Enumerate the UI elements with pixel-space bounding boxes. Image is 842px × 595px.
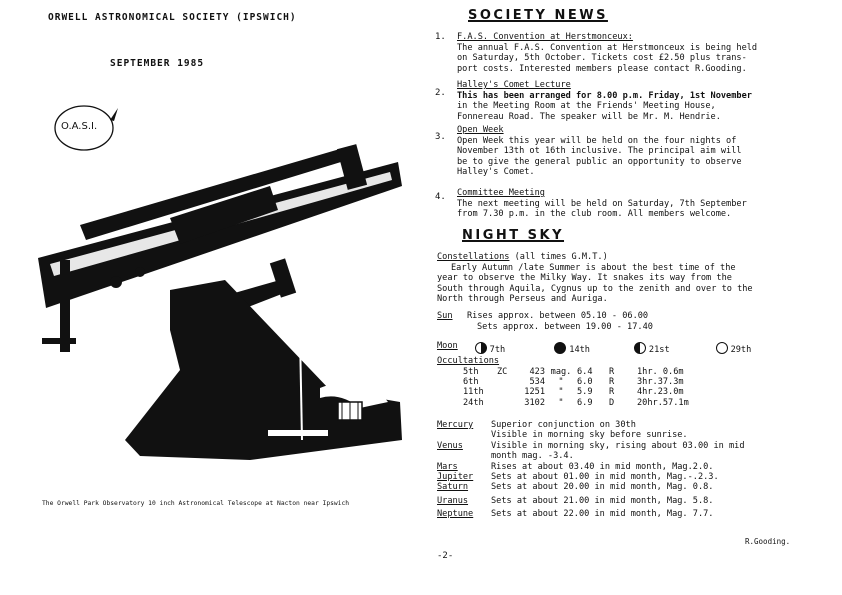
occ-type: R (609, 387, 615, 398)
planet-name: Uranus (437, 495, 469, 506)
constellation-line: Early Autumn /late Summer is about the best time of the (451, 262, 736, 273)
telescope-illustration (20, 140, 420, 490)
occ-date: 11th (463, 387, 484, 398)
occ-date: 5th (463, 366, 479, 377)
table-row (437, 472, 745, 482)
occ-star: 534 (529, 377, 545, 387)
full-moon-icon (554, 342, 566, 354)
news-item-line: November 13th ot 16th inclusive. The principal aim will (457, 146, 742, 157)
page-number: -2- (437, 551, 454, 561)
table-row (437, 493, 745, 506)
table-row (463, 367, 693, 377)
society-name: ORWELL ASTRONOMICAL SOCIETY (IPSWICH) (48, 12, 297, 23)
occ-date: 6th (463, 377, 479, 387)
occ-mag: 6.4 (577, 366, 593, 377)
constellation-line: year to observe the Milky Way. It snakes its way from the (437, 273, 732, 284)
occ-mag: 6.0 (577, 377, 593, 387)
news-item-heading: Committee Meeting (457, 188, 545, 198)
occultations-label: Occultations (437, 356, 500, 366)
planet-name: Mars (437, 461, 458, 472)
constellations-label: Constellations (437, 252, 510, 262)
sun-set: Sets approx. between 19.00 - 17.40 (477, 321, 653, 332)
occ-type: R (609, 377, 615, 387)
occ-catalog (497, 377, 519, 387)
news-item-heading: F.A.S. Convention at Herstmonceux: (457, 32, 633, 42)
news-item-line: The next meeting will be held on Saturday, 7th September (457, 198, 747, 209)
news-item-line: Open Week this year will be held on the four nights of (457, 135, 737, 146)
occ-star: 3102 (524, 397, 545, 408)
moon-phase (554, 337, 624, 356)
planet-info: month mag. -3.4. (491, 451, 574, 462)
planet-info: Superior conjunction on 30th (491, 420, 636, 430)
news-item-number: 2. (435, 88, 446, 98)
planet-name: Saturn (437, 482, 469, 493)
occultations-section (437, 356, 693, 408)
planet-info: Rises at about 03.40 in mid month, Mag.2.0. (491, 461, 714, 472)
occ-star: 423 (529, 366, 545, 377)
news-item-line: be to give the general public an opportunity to observe (457, 156, 742, 167)
news-item-number: 3. (435, 132, 446, 142)
planet-info: Sets at about 22.00 in mid month, Mag. 7.7. (491, 509, 714, 520)
constellation-line: North through Perseus and Auriga. (437, 294, 608, 305)
occ-mag: 5.9 (577, 387, 593, 398)
logo-text: O.A.S.I. (61, 121, 98, 132)
news-item-heading: Halley's Comet Lecture (457, 80, 571, 90)
planet-info: Visible in morning sky, rising about 03.00 in mid (491, 440, 745, 451)
sun-rise: Rises approx. between 05.10 - 06.00 (467, 311, 649, 321)
occ-time: 1hr. 0.6m (637, 366, 684, 377)
occ-mag-label: " (558, 397, 564, 408)
news-item-line: Halley's Comet. (457, 167, 535, 178)
table-row (463, 398, 693, 408)
planet-name: Mercury (437, 420, 474, 430)
sun-section (437, 311, 653, 332)
news-item-number: 1. (435, 32, 446, 42)
occ-catalog (497, 398, 519, 408)
moon-section (437, 336, 752, 355)
moon-phase-date: 21st (648, 345, 670, 355)
news-item-line: port costs. Interested members please contact R.Gooding. (457, 63, 747, 74)
occultations-table (463, 367, 693, 409)
planet-info: Sets at about 01.00 in mid month, Mag.-.2.3. (491, 472, 719, 483)
news-item-number: 4. (435, 192, 446, 202)
occ-date: 24th (463, 397, 484, 408)
occ-mag-label: " (558, 377, 564, 387)
planet-name: Jupiter (437, 472, 474, 483)
occ-mag: 6.9 (577, 397, 593, 408)
issue-date: SEPTEMBER 1985 (110, 58, 205, 69)
sun-label: Sun (437, 311, 453, 321)
news-item-line: in the Meeting Room at the Friends' Meeting House, (457, 101, 716, 112)
occ-mag-label: " (558, 387, 564, 398)
table-row (437, 506, 745, 519)
occ-star: 1251 (524, 387, 545, 398)
planet-name: Venus (437, 440, 463, 451)
moon-phase (634, 337, 706, 356)
planet-info: Visible in morning sky before sunrise. (491, 430, 688, 441)
moon-phase-date: 29th (730, 345, 752, 355)
occ-catalog: ZC (497, 366, 508, 377)
moon-phase-date: 14th (569, 345, 590, 355)
news-item-line: on Saturday, 5th October. Tickets cost £2.50 plus trans- (457, 53, 747, 64)
table-row (437, 482, 745, 492)
time-note: (all times G.M.T.) (514, 252, 608, 262)
planets-section (437, 420, 745, 520)
planet-info: Sets at about 21.00 in mid month, Mag. 5.8. (491, 495, 714, 506)
occ-time: 3hr.37.3m (637, 377, 684, 387)
constellations-section (437, 252, 753, 305)
night-sky-title: NIGHT SKY (462, 228, 565, 243)
occ-time: 20hr.57.1m (637, 397, 689, 408)
constellation-line: South through Aquila, Cygnus up to the zenith and over to the (437, 283, 753, 294)
new-moon-icon (716, 342, 728, 354)
last-quarter-moon-icon (634, 342, 646, 354)
table-row (463, 387, 693, 397)
moon-phase (475, 337, 545, 356)
first-quarter-moon-icon (475, 342, 487, 354)
planet-info: Sets at about 20.00 in mid month, Mag. 0.8. (491, 482, 714, 493)
planet-name: Neptune (437, 509, 474, 520)
moon-phase (716, 337, 752, 356)
moon-phase-date: 7th (489, 345, 506, 355)
news-item-line: Fonnereau Road. The speaker will be Mr. M. Hendrie. (457, 111, 721, 122)
table-row (437, 462, 745, 472)
planets-table (437, 420, 745, 520)
occ-mag-label: mag. (550, 366, 572, 377)
telescope-caption: The Orwell Park Observatory 10 inch Astronomical Telescope at Nacton near Ipswich (42, 500, 350, 507)
table-row (437, 420, 745, 441)
news-item-line: from 7.30 p.m. in the club room. All members welcome. (457, 209, 732, 220)
news-item-heading: Open Week (457, 125, 504, 135)
table-row (437, 441, 745, 462)
occ-type: D (609, 397, 615, 408)
moon-label: Moon (437, 341, 458, 352)
occ-type: R (609, 366, 615, 377)
society-news-title: SOCIETY NEWS (468, 8, 608, 23)
news-item-line: This has been arranged for 8.00 p.m. Friday, 1st November (457, 90, 752, 101)
table-row (463, 377, 693, 387)
news-item-line: The annual F.A.S. Convention at Herstmonceux is being held (457, 42, 758, 53)
occ-time: 4hr.23.0m (637, 387, 684, 398)
signature: R.Gooding. (745, 537, 791, 546)
occ-catalog (497, 387, 519, 397)
